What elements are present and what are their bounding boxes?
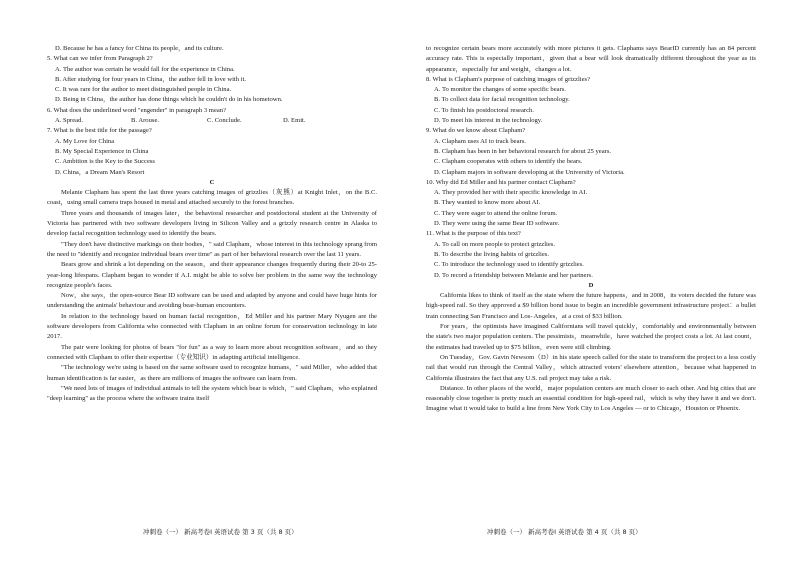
right-page (426, 44, 756, 415)
q5-option-c: C. It was rare for the author to meet distinguished people in China. (55, 86, 232, 94)
q8-option-c: C. To finish his postdoctoral research. (434, 106, 534, 114)
passage-c-paragraph-2: Three years and thousands of images later，the behavioral researcher and postdoctoral student at the University of Victoria has partnered with two software developers living in Silicon Valley and a grizzly research centre in Alaska to develop facial recognition technology used to identify the bears. (47, 209, 377, 238)
passage-c-paragraph-6: In relation to the technology based on human facial recognition，Ed Miller and his partner Mary Nyugen are the software developers from California who connected with Clapham in an online forum for conservation technology in late 2017. (47, 312, 377, 341)
q9-option-a: A. Clapham uses AI to track bears. (434, 137, 526, 145)
q7-option-b: B. My Special Experience in China (55, 147, 149, 155)
q8-option-b: B. To collect data for facial recognition technology. (434, 96, 570, 104)
q5-option-b: B. After studying for four years in China，the author fell in love with it. (55, 75, 246, 83)
q7-option-c: C. Ambition is the Key to the Success (55, 158, 155, 166)
q7-option-a: A. My Love for China (55, 137, 115, 145)
passage-d-paragraph-1: California likes to think of itself as the state where the future happens，and in 2008，its voters decided the future was high-speed rail. So they approved a $9 billion bond issue to begin an incredible government infrastructure project：a bullet train connecting San Francisco and Los- Angeles，at a cost of $33 billion. (426, 292, 756, 320)
q9-option-c: C. Clapham cooperates with others to identify the bears. (434, 158, 583, 166)
q5-option-a: A. The author was certain he would fall for the experience in China. (55, 65, 235, 73)
q10-option-a: A. They provided her with their specific knowledge in AI. (434, 189, 588, 197)
q5-stem: 5. What can we infer from Paragraph 2? (47, 55, 153, 63)
q8-stem: 8. What is Clapham's purpose of catching images of grizzlies? (426, 75, 591, 83)
passage-c-paragraph-9: "We need lots of images of individual animals to tell the system which bear is which，" said Clapham，who explained "deep learning" as the process where the software trains itself (47, 384, 377, 403)
q5-option-d: D. Being in China，the author has done things which he couldn't do in his hometown. (55, 96, 283, 104)
q4-option-d: D. Because he has a fancy for China its people，and its culture. (55, 45, 224, 52)
q10-option-c: C. They were eager to attend the online forum. (434, 209, 558, 217)
q9-stem: 9. What do we know about Clapham? (426, 127, 526, 135)
q6-option-b: B. Arouse. (131, 117, 160, 125)
q10-stem: 10. Why did Ed Miller and his partner contact Clapham? (426, 178, 576, 186)
left-page (47, 44, 377, 404)
right-page-footer: 冲刺卷（一） 新高考卷Ⅰ 英语试卷 第 4 页（共 8 页） (487, 528, 642, 536)
q6-stem: 6. What does the underlined word "engender" in paragraph 3 mean? (47, 106, 227, 114)
q7-stem: 7. What is the best title for the passage? (47, 127, 152, 135)
passage-c-paragraph-3: "They don't have distinctive markings on their bodies，" said Clapham，whose interest in this technology sprang from the need to "identify and recognize individual bears over time" as part of her behavioral research over the last 11 years. (47, 240, 377, 258)
q6-option-c: C. Conclude. (207, 117, 242, 125)
q10-option-b: B. They wanted to know more about AI. (434, 199, 541, 207)
q6-options (47, 116, 377, 126)
q11-option-c: C. To introduce the technology used to identify grizzlies. (434, 261, 584, 269)
q6-option-a: A. Spread. (55, 117, 84, 125)
q9-option-b: B. Clapham has been in her behavioral research for about 25 years. (434, 147, 612, 155)
q11-option-b: B. To describe the living habits of grizzlies. (434, 250, 549, 258)
q8-option-d: D. To meet his interest in the technology. (434, 117, 543, 125)
passage-c-paragraph-7: The pair were looking for photos of bears "for fun" as a way to learn more about recognition software，and so they connected with Clapham to offer their expertise（专业知识）in adapting artificial intelligence. (47, 343, 377, 361)
passage-c-paragraph-1: Melanie Clapham has spent the last three years catching images of grizzlies（灰熊）at Knight Inlet，on the B.C. coast，using small camera traps housed in metal and attached securely to the forest branches. (47, 189, 377, 207)
passage-c-paragraph-8: "The technology we're using is based on the same software used to recognize humans，" said Miller，who added that human identification is far easier，as there are millions of images the software can learn from. (47, 364, 377, 382)
passage-c-paragraph-5: Now，she says，the open-source Bear ID software can be used and adapted by anyone and could have huge hints for understanding the animals' behaviour and avoiding bear-human encounters. (47, 292, 377, 310)
passage-c-continuation: to recognize certain bears more accurately with more pictures it gets. Claphams says BearID currently has an 84 percent accuracy rate. This is especially important，given that a bear will look dramatically different throughout the year as its appearance，especially fur and weight，changes a lot. (426, 45, 756, 73)
q11-option-a: A. To call on more people to protect grizzlies. (434, 240, 555, 248)
section-d-heading: D (588, 281, 594, 289)
q9-option-d: D. Clapham majors in software developing at the University of Victoria. (434, 168, 625, 176)
q11-stem: 11. What is the purpose of this text? (426, 230, 521, 238)
q10-option-d: D. They were using the same Bear ID software. (434, 220, 560, 228)
q8-option-a: A. To monitor the changes of some specific bears. (434, 86, 566, 94)
passage-d-paragraph-2: For years，the optimists have imagined Californians will travel quickly，comfortably and environmentally between the state's two major population centers. The pessimists，meanwhile，have watched the project costs a lot. At last count，the estimates had traveled up to $75 billion，even were still climbing. (426, 323, 756, 351)
left-page-footer: 冲刺卷（一） 新高考卷Ⅰ 英语试卷 第 3 页（共 8 页） (143, 528, 298, 536)
q11-option-d: D. To record a friendship between Melanie and her partners. (434, 271, 593, 279)
section-c-heading: C (209, 178, 215, 186)
q6-option-d: D. Emit. (283, 117, 306, 125)
passage-d-paragraph-3: On Tuesday，Gov. Gavin Newsom（D）in his state speech called for the state to transform the project to a less costly rail that would run through the Central Valley，which attracted voters' elsewhere attention，because what happened in California illustrates the fact that any U.S. rail project may take a risk. (426, 353, 756, 382)
passage-c-paragraph-4: Bears grow and shrink a lot depending on the season，and their appearance changes frequently during their 20-to 25-year-long lifespans. Clapham began to wonder if A.I. might be able to solve her problem in the same way the technology recognize people's faces. (47, 261, 377, 289)
q7-option-d: D. China，a Dream Man's Resort (55, 168, 145, 176)
passage-d-paragraph-4: Distance. In other places of the world，major population centers are much closer to each other. And big cities that are reasonably close together is pretty much an essential condition for high-speed rail，which is why they have it and we don't. Imagine what it would take to build a line from New York City to Los Angeles — or to Chicago，Houston or Phoenix. (426, 384, 756, 413)
